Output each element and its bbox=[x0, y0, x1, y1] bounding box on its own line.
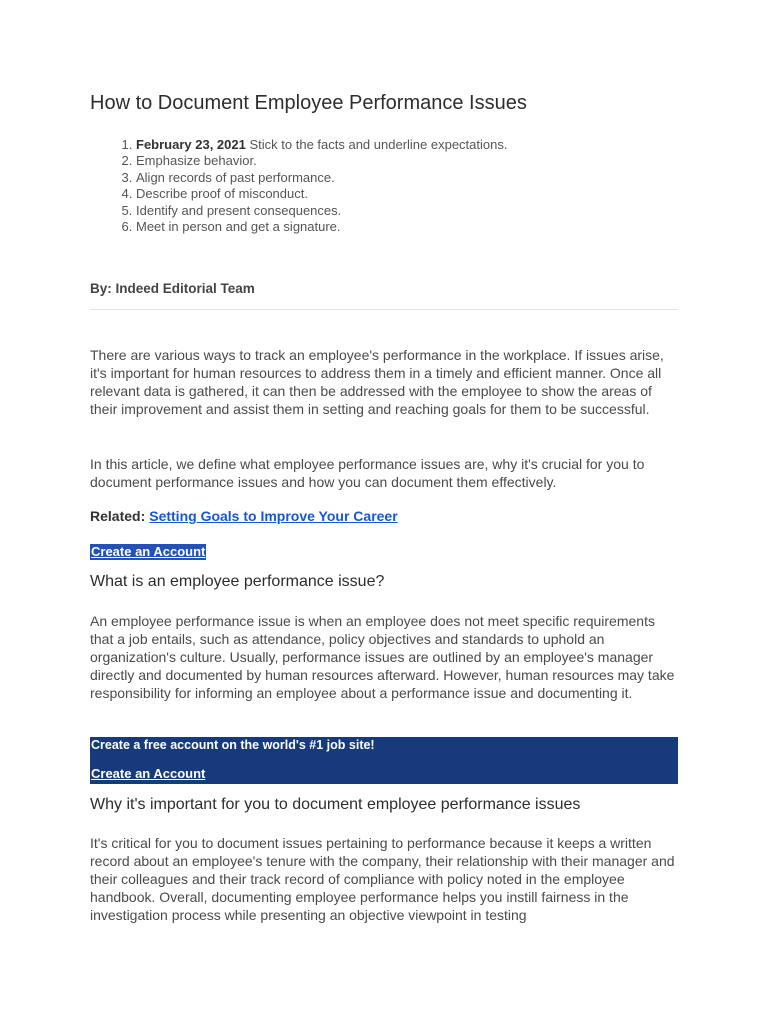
intro-paragraph: There are various ways to track an employee's performance in the workplace. If issues arise, it's important for human resources to address them in a timely and efficient manner. Once all relevant data is gathered, it can then be addressed with the employee to show the areas of their improvement and assist them in setting and reaching goals for them to be successful. bbox=[90, 347, 664, 417]
toc-item[interactable]: 2. Emphasize behavior. bbox=[136, 153, 507, 169]
byline: By: Indeed Editorial Team bbox=[90, 281, 255, 296]
toc-item[interactable]: 5. Identify and present consequences. bbox=[136, 203, 507, 219]
signup-banner bbox=[90, 737, 678, 784]
toc-item[interactable]: 3. Align records of past performance. bbox=[136, 170, 507, 186]
related-article-link[interactable]: Setting Goals to Improve Your Career bbox=[149, 508, 398, 524]
toc-item[interactable]: 6. Meet in person and get a signature. bbox=[136, 219, 507, 235]
section-paragraph-why: It's critical for you to document issues pertaining to performance because it keeps a written record about an employee's tenure with the company, their relationship with their manager and their colleagues and their track record of compliance with policy noted in the employee handbook. Overall, documenting employee performance helps you instill fairness in the investigation process while presenting an objective viewpoint in testing bbox=[90, 835, 675, 923]
section-heading-why: Why it's important for you to document employee performance issues bbox=[90, 796, 581, 813]
section-heading-what: What is an employee performance issue? bbox=[90, 573, 385, 590]
banner-text: Create a free account on the world's #1 job site! bbox=[91, 738, 375, 752]
toc-item[interactable]: 1. February 23, 2021 Stick to the facts and underline expectations. bbox=[136, 137, 507, 153]
publish-date: February 23, 2021 bbox=[136, 137, 246, 152]
toc-item[interactable]: 4. Describe proof of misconduct. bbox=[136, 186, 507, 202]
article-title: How to Document Employee Performance Issues bbox=[90, 92, 527, 114]
section-paragraph-what: An employee performance issue is when an employee does not meet specific requirements that a job entails, such as attendance, policy objectives and standards to uphold an organization's culture. Usually, performance issues are outlined by an employee's manager directly and documented by human resources afterward. However, human resources may take responsibility for informing an employee about a performance issue and documenting it. bbox=[90, 613, 675, 701]
divider bbox=[90, 309, 678, 310]
related-line bbox=[90, 508, 398, 524]
create-account-button[interactable]: Create an Account bbox=[91, 544, 206, 559]
related-label: Related: bbox=[90, 508, 146, 524]
table-of-contents bbox=[90, 137, 507, 235]
banner-create-account-button[interactable]: Create an Account bbox=[91, 766, 206, 781]
intro-paragraph-2: In this article, we define what employee performance issues are, why it's crucial for you to document performance issues and how you can document them effectively. bbox=[90, 456, 645, 490]
